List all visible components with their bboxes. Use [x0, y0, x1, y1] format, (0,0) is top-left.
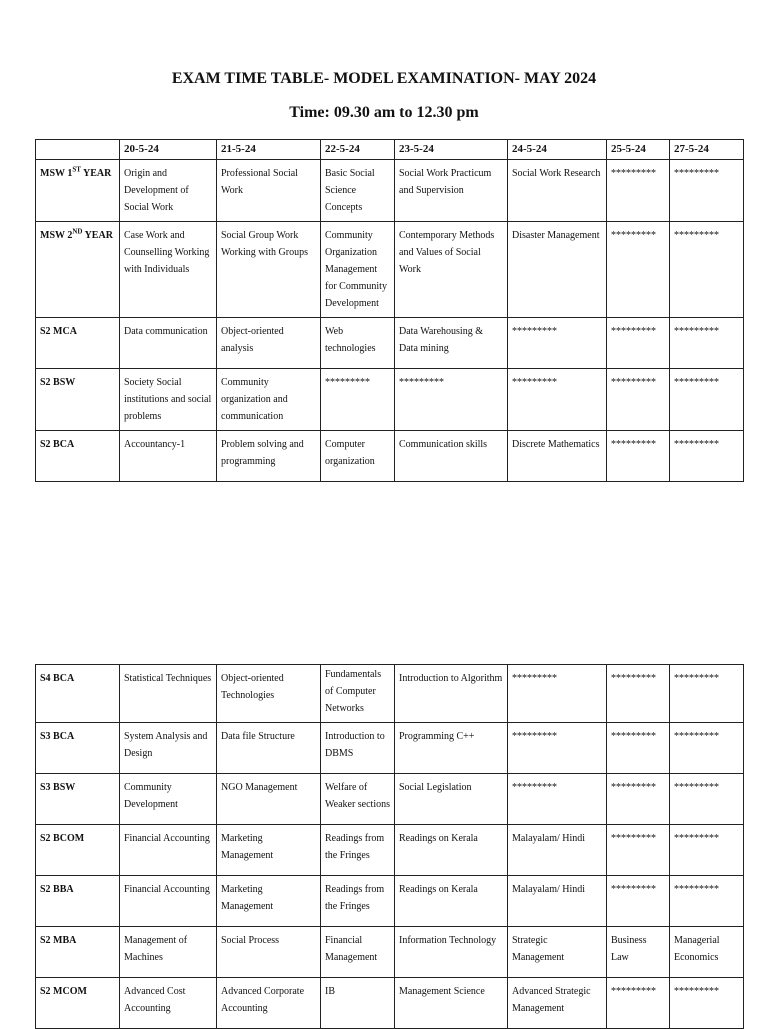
exam-subject-cell: Managerial Economics — [670, 927, 744, 978]
exam-subject-cell: ********* — [607, 825, 670, 876]
exam-subject-cell: Introduction to DBMS — [321, 723, 395, 774]
exam-subject-cell: Data file Structure — [217, 723, 321, 774]
exam-subject-cell: Social Group Work Working with Groups — [217, 222, 321, 318]
exam-subject-cell: Financial Accounting — [120, 876, 217, 927]
table-row — [36, 318, 744, 369]
exam-subject-cell: ********* — [670, 318, 744, 369]
date-header: 27-5-24 — [670, 140, 744, 160]
exam-subject-cell: ********* — [670, 160, 744, 222]
exam-subject-cell: Business Law — [607, 927, 670, 978]
exam-subject-cell: Web technologies — [321, 318, 395, 369]
exam-subject-cell: Community Organization Management for Community Development — [321, 222, 395, 318]
exam-subject-cell: ********* — [607, 431, 670, 482]
exam-subject-cell: Management Science — [395, 978, 508, 1029]
exam-time: Time: 09.30 am to 12.30 pm — [289, 104, 479, 121]
exam-subject-cell: Social Work Practicum and Supervision — [395, 160, 508, 222]
exam-subject-cell: Discrete Mathematics — [508, 431, 607, 482]
program-name: S2 MBA — [40, 935, 77, 946]
program-label — [36, 318, 120, 369]
exam-subject-cell: ********* — [508, 665, 607, 723]
exam-subject-cell: ********* — [508, 774, 607, 825]
exam-subject-cell: ********* — [670, 369, 744, 431]
program-label — [36, 665, 120, 723]
exam-subject-cell: ********* — [607, 222, 670, 318]
exam-subject-cell: Basic Social Science Concepts — [321, 160, 395, 222]
exam-subject-cell: Readings on Kerala — [395, 825, 508, 876]
exam-subject-cell: ********* — [670, 774, 744, 825]
table-row — [36, 723, 744, 774]
exam-subject-cell: Malayalam/ Hindi — [508, 825, 607, 876]
exam-subject-cell: Social Process — [217, 927, 321, 978]
exam-subject-cell: ********* — [670, 876, 744, 927]
program-label — [36, 825, 120, 876]
exam-subject-cell: Community Development — [120, 774, 217, 825]
exam-subject-cell: Social Work Research — [508, 160, 607, 222]
date-header: 23-5-24 — [395, 140, 508, 160]
exam-subject-cell: Fundamentals of Computer Networks — [321, 665, 395, 723]
exam-subject-cell: System Analysis and Design — [120, 723, 217, 774]
program-name: S3 BCA — [40, 731, 75, 742]
exam-subject-cell: ********* — [395, 369, 508, 431]
exam-subject-cell: ********* — [670, 825, 744, 876]
exam-subject-cell: IB — [321, 978, 395, 1029]
program-label — [36, 431, 120, 482]
exam-subject-cell: Statistical Techniques — [120, 665, 217, 723]
table-row — [36, 927, 744, 978]
table-row — [36, 876, 744, 927]
table-row — [36, 774, 744, 825]
exam-subject-cell: Readings from the Fringes — [321, 825, 395, 876]
program-name: MSW 2 — [40, 230, 73, 241]
program-label — [36, 927, 120, 978]
exam-subject-cell: Readings on Kerala — [395, 876, 508, 927]
program-name: S4 BCA — [40, 673, 75, 684]
program-name: S2 MCOM — [40, 986, 87, 997]
program-label — [36, 723, 120, 774]
exam-subject-cell: Accountancy-1 — [120, 431, 217, 482]
exam-subject-cell: ********* — [607, 318, 670, 369]
exam-subject-cell: Advanced Strategic Management — [508, 978, 607, 1029]
exam-subject-cell: ********* — [508, 369, 607, 431]
exam-subject-cell: ********* — [670, 431, 744, 482]
program-name: S2 BBA — [40, 884, 74, 895]
exam-subject-cell: ********* — [607, 774, 670, 825]
exam-subject-cell: Object-oriented Technologies — [217, 665, 321, 723]
exam-subject-cell: Readings from the Fringes — [321, 876, 395, 927]
table-row — [36, 978, 744, 1029]
date-header: 25-5-24 — [607, 140, 670, 160]
program-year: YEAR — [80, 168, 112, 179]
exam-subject-cell: ********* — [607, 160, 670, 222]
exam-subject-cell: Malayalam/ Hindi — [508, 876, 607, 927]
exam-subject-cell: ********* — [607, 665, 670, 723]
exam-subject-cell: Social Legislation — [395, 774, 508, 825]
exam-subject-cell: Object-oriented analysis — [217, 318, 321, 369]
exam-subject-cell: ********* — [607, 723, 670, 774]
exam-subject-cell: Introduction to Algorithm — [395, 665, 508, 723]
ordinal-suffix: ND — [72, 227, 83, 236]
program-label — [36, 160, 120, 222]
exam-subject-cell: Computer organization — [321, 431, 395, 482]
exam-subject-cell: Data Warehousing & Data mining — [395, 318, 508, 369]
table-row — [36, 369, 744, 431]
date-header: 21-5-24 — [217, 140, 321, 160]
program-name: MSW 1 — [40, 168, 73, 179]
exam-subject-cell: Origin and Development of Social Work — [120, 160, 217, 222]
exam-subject-cell: Financial Accounting — [120, 825, 217, 876]
exam-subject-cell: ********* — [508, 318, 607, 369]
exam-subject-cell: Welfare of Weaker sections — [321, 774, 395, 825]
exam-subject-cell: ********* — [670, 665, 744, 723]
exam-subject-cell: ********* — [607, 978, 670, 1029]
table-row — [36, 160, 744, 222]
exam-subject-cell: Communication skills — [395, 431, 508, 482]
date-header: 24-5-24 — [508, 140, 607, 160]
exam-subject-cell: NGO Management — [217, 774, 321, 825]
exam-subject-cell: Information Technology — [395, 927, 508, 978]
exam-subject-cell: Disaster Management — [508, 222, 607, 318]
exam-subject-cell: Management of Machines — [120, 927, 217, 978]
program-label — [36, 876, 120, 927]
exam-subject-cell: Advanced Corporate Accounting — [217, 978, 321, 1029]
exam-subject-cell: ********* — [670, 222, 744, 318]
program-name: S2 MCA — [40, 326, 77, 337]
table-row — [36, 825, 744, 876]
table-row — [36, 665, 744, 723]
page-title: EXAM TIME TABLE- MODEL EXAMINATION- MAY 2024 — [171, 70, 597, 87]
program-label — [36, 774, 120, 825]
program-label — [36, 222, 120, 318]
program-name: S2 BCA — [40, 439, 75, 450]
exam-subject-cell: ********* — [321, 369, 395, 431]
program-year: YEAR — [82, 230, 113, 241]
exam-subject-cell: Contemporary Methods and Values of Social Work — [395, 222, 508, 318]
exam-subject-cell: Professional Social Work — [217, 160, 321, 222]
table-row — [36, 431, 744, 482]
program-name: S3 BSW — [40, 782, 76, 793]
timetable-part-2 — [35, 664, 744, 1029]
exam-subject-cell: Marketing Management — [217, 825, 321, 876]
ordinal-suffix: ST — [72, 165, 81, 174]
date-header: 22-5-24 — [321, 140, 395, 160]
exam-subject-cell: ********* — [607, 369, 670, 431]
exam-subject-cell: Marketing Management — [217, 876, 321, 927]
exam-subject-cell: Data communication — [120, 318, 217, 369]
exam-subject-cell: Financial Management — [321, 927, 395, 978]
exam-subject-cell: Case Work and Counselling Working with Individuals — [120, 222, 217, 318]
exam-subject-cell: ********* — [508, 723, 607, 774]
program-name: S2 BCOM — [40, 833, 85, 844]
exam-subject-cell: ********* — [607, 876, 670, 927]
date-header: 20-5-24 — [120, 140, 217, 160]
program-label — [36, 369, 120, 431]
exam-subject-cell: Society Social institutions and social problems — [120, 369, 217, 431]
exam-subject-cell: Advanced Cost Accounting — [120, 978, 217, 1029]
exam-subject-cell: Community organization and communication — [217, 369, 321, 431]
table-row — [36, 222, 744, 318]
exam-subject-cell: Strategic Management — [508, 927, 607, 978]
program-label — [36, 978, 120, 1029]
timetable-part-1 — [35, 139, 744, 482]
exam-subject-cell: ********* — [670, 723, 744, 774]
exam-subject-cell: Programming C++ — [395, 723, 508, 774]
exam-subject-cell: Problem solving and programming — [217, 431, 321, 482]
corner-cell — [36, 140, 120, 160]
exam-subject-cell: ********* — [670, 978, 744, 1029]
date-header-row — [36, 140, 744, 160]
program-name: S2 BSW — [40, 377, 76, 388]
